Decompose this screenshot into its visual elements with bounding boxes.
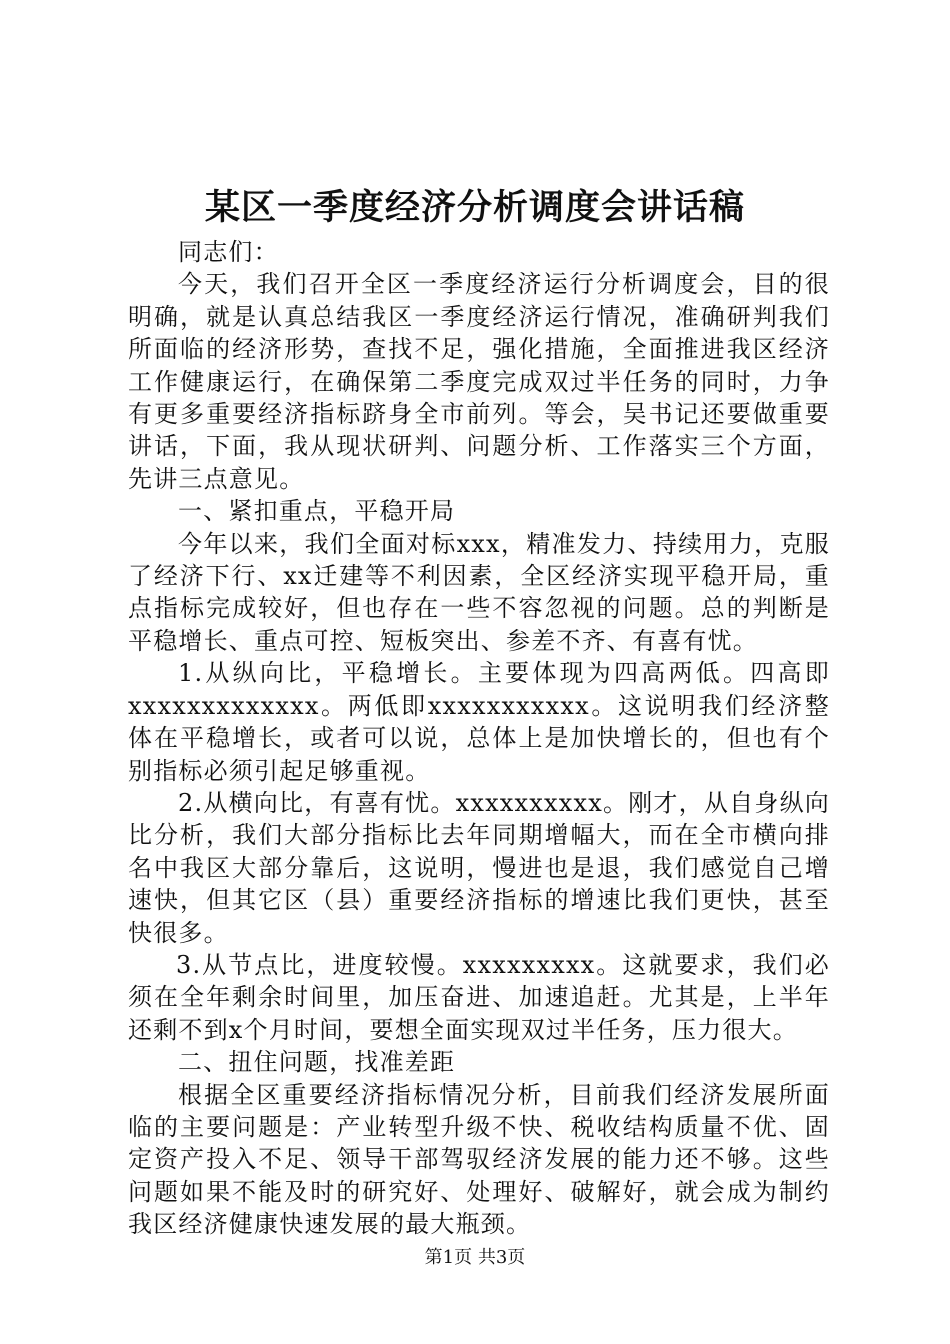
section-heading-2: 二、扭住问题，找准差距 [178, 1048, 456, 1077]
intro-paragraph: 今天，我们召开全区一季度经济运行分析调度会，目的很明确，就是认真总结我区一季度经济运行情况，准确研判我们所面临的经济形势，查找不足，强化措施，全面推进我区经济工作健康运行，在确保第二季度完成双过半任务的同时，力争有更多重要经济指标跻身全市前列。等会，吴书记还要做重要讲话，下面，我从现状研判、问题分析、工作落实三个方面，先讲三点意见。 [128, 270, 830, 493]
body-paragraph: 今年以来，我们全面对标xxx，精准发力、持续用力，克服了经济下行、xx迁建等不利因素，全区经济实现平稳开局，重点指标完成较好，但也存在一些不容忽视的问题。总的判断是平稳增长、重点可控、短板突出、参差不齐、有喜有忧。 [128, 529, 830, 655]
document-title: 某区一季度经济分析调度会讲话稿 [204, 187, 745, 228]
page-footer: 第1页 共3页 [424, 1247, 526, 1268]
body-paragraph: 根据全区重要经济指标情况分析，目前我们经济发展所面临的主要问题是：产业转型升级不快、税收结构质量不优、固定资产投入不足、领导干部驾驭经济发展的能力还不够。这些问题如果不能及时的研究好、处理好、破解好，就会成为制约我区经济健康快速发展的最大瓶颈。 [128, 1080, 830, 1239]
section-heading-1: 一、紧扣重点，平稳开局 [178, 497, 456, 526]
point-2-paragraph: 2.从横向比，有喜有忧。xxxxxxxxxx。刚才，从自身纵向比分析，我们大部分指标比去年同期增幅大，而在全市横向排名中我区大部分靠后，这说明，慢进也是退，我们感觉自己增速快，但其它区（县）重要经济指标的增速比我们更快，甚至快很多。 [128, 788, 830, 947]
point-3-paragraph: 3.从节点比，进度较慢。xxxxxxxxx。这就要求，我们必须在全年剩余时间里，加压奋进、加速追赶。尤其是，上半年还剩不到x个月时间，要想全面实现双过半任务，压力很大。 [128, 950, 830, 1044]
salutation: 同志们： [178, 238, 279, 266]
document-body [128, 236, 830, 1241]
point-1-paragraph: 1.从纵向比，平稳增长。主要体现为四高两低。四高即xxxxxxxxxxxxx。两低即xxxxxxxxxxx。这说明我们经济整体在平稳增长，或者可以说，总体上是加快增长的，但也有个别指标必须引起足够重视。 [128, 659, 830, 785]
